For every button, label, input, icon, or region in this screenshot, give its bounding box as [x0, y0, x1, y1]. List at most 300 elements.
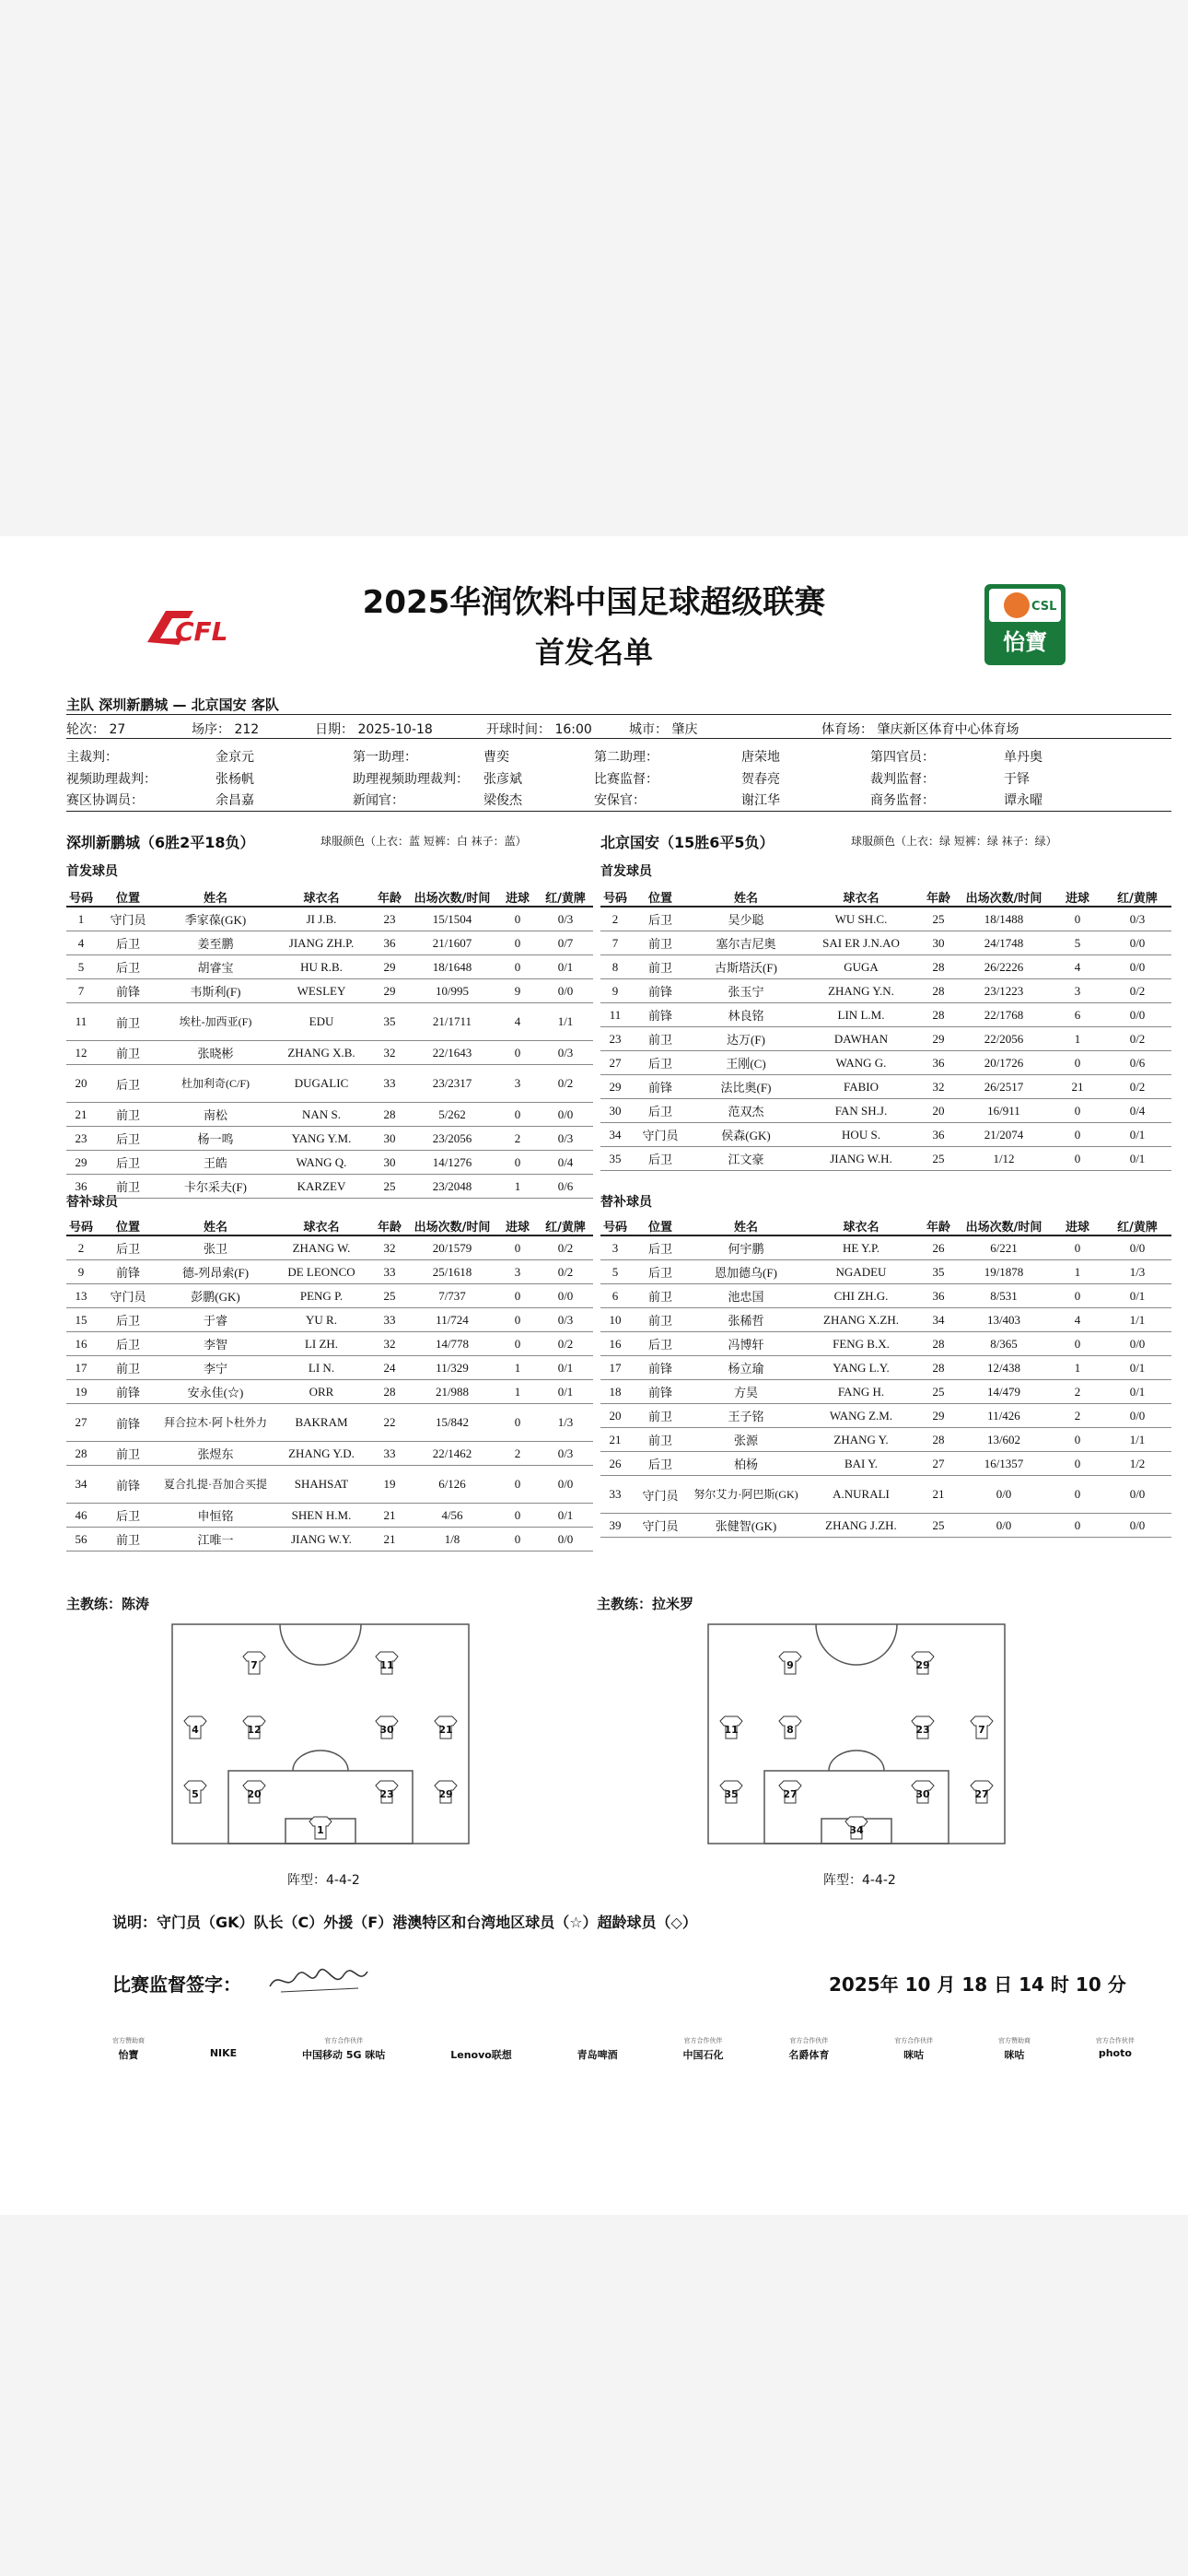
player-row	[66, 1175, 593, 1199]
away-formation-pitch	[707, 1623, 1006, 1844]
stadium: 体育场： 肇庆新区体育中心体育场	[821, 722, 1019, 737]
player-cell: 0/2	[1103, 1027, 1171, 1051]
player-row	[66, 1103, 593, 1127]
shirt-number: 4	[192, 1724, 199, 1736]
shirt-number: 27	[974, 1788, 989, 1800]
player-cell: BAKRAM	[271, 1404, 372, 1442]
player-cell: 5	[600, 1260, 630, 1284]
player-shirt	[243, 1652, 265, 1674]
player-shirt	[779, 1652, 801, 1674]
player-shirt	[779, 1781, 801, 1803]
official-name: 贺春亮	[741, 772, 780, 787]
player-cell: 0/2	[538, 1235, 593, 1260]
sponsor-logo	[112, 2036, 145, 2073]
home-formation: 阵型：4-4-2	[287, 1873, 360, 1888]
player-row	[66, 1127, 593, 1151]
player-cell: 0	[1052, 1123, 1103, 1147]
column-header: 球衣名	[271, 1216, 372, 1235]
player-cell: 23/2056	[407, 1127, 497, 1151]
player-cell: 法比奥(F)	[691, 1075, 801, 1099]
player-cell: 0/6	[538, 1175, 593, 1199]
sponsor-name: 中国移动 5G 咪咕	[302, 2049, 386, 2061]
player-cell: 何宇鹏	[691, 1235, 801, 1260]
player-cell: 2	[66, 1235, 96, 1260]
sponsor-logo	[450, 2036, 512, 2073]
sponsor-logo	[302, 2036, 385, 2073]
player-cell: 守门员	[96, 1284, 160, 1308]
player-cell: FABIO	[801, 1075, 921, 1099]
divider	[66, 738, 1171, 739]
column-header: 红/黄牌	[538, 1216, 593, 1235]
sponsor-logo	[683, 2036, 724, 2073]
player-row	[600, 1235, 1171, 1260]
official-name: 金京元	[215, 750, 254, 765]
player-cell: 前卫	[96, 1103, 160, 1127]
player-cell: 前卫	[630, 955, 691, 979]
player-row	[66, 1003, 593, 1041]
player-cell: 0	[497, 1404, 538, 1442]
player-row	[66, 1235, 593, 1260]
player-cell: JIANG W.H.	[801, 1147, 921, 1171]
player-cell: 后卫	[630, 1260, 691, 1284]
sponsor-name: 中国石化	[682, 2049, 724, 2061]
player-row	[600, 1260, 1171, 1284]
player-cell: 0	[497, 1151, 538, 1175]
player-cell: JIANG ZH.P.	[271, 931, 372, 955]
player-cell: 0	[497, 1284, 538, 1308]
player-cell: WESLEY	[271, 979, 372, 1003]
player-cell: 后卫	[96, 955, 160, 979]
official-label: 主裁判：	[66, 750, 118, 765]
player-cell: 32	[372, 1235, 407, 1260]
player-cell: 前卫	[630, 931, 691, 955]
player-cell: 前锋	[96, 1404, 160, 1442]
player-cell: 9	[600, 979, 630, 1003]
player-cell: KARZEV	[271, 1175, 372, 1199]
player-cell: 0/0	[1103, 1514, 1171, 1538]
sponsor-name: 怡寶	[118, 2049, 139, 2061]
player-cell: ORR	[271, 1380, 372, 1404]
player-cell: 36	[921, 1284, 956, 1308]
player-cell: 范双杰	[691, 1099, 801, 1123]
player-row	[66, 1404, 593, 1442]
player-cell: 于睿	[160, 1308, 271, 1332]
player-shirt	[971, 1716, 993, 1739]
player-cell: 21	[1052, 1075, 1103, 1099]
player-cell: 25	[372, 1284, 407, 1308]
player-cell: 0	[1052, 1051, 1103, 1075]
player-cell: 0	[1052, 1476, 1103, 1514]
player-cell: 34	[921, 1308, 956, 1332]
coach-label: 主教练：	[66, 1596, 122, 1612]
shirt-number: 30	[915, 1788, 930, 1800]
official-label: 视频助理裁判：	[66, 772, 157, 787]
player-cell: 8/365	[956, 1332, 1052, 1356]
player-cell: ZHANG J.ZH.	[801, 1514, 921, 1538]
official-label: 安保官：	[594, 793, 646, 808]
player-cell: DAWHAN	[801, 1027, 921, 1051]
divider	[66, 811, 1171, 812]
official-label: 第二助理：	[594, 750, 658, 765]
player-cell: 后卫	[96, 1504, 160, 1528]
player-cell: 14/479	[956, 1380, 1052, 1404]
player-cell: 0	[497, 1332, 538, 1356]
sponsor-caption: 官方合作伙伴	[894, 2037, 934, 2044]
player-row	[66, 1356, 593, 1380]
player-cell: 0/3	[538, 907, 593, 931]
player-cell: 21/1711	[407, 1003, 497, 1041]
player-cell: 4	[66, 931, 96, 955]
player-cell: 13	[66, 1284, 96, 1308]
sponsor-name: 青岛啤酒	[577, 2049, 618, 2061]
player-cell: 0	[497, 1103, 538, 1127]
shirt-number: 34	[849, 1824, 864, 1836]
player-cell: 27	[600, 1051, 630, 1075]
player-cell: 前锋	[96, 1466, 160, 1504]
player-cell: 33	[600, 1476, 630, 1514]
player-row	[66, 1442, 593, 1466]
player-row	[600, 931, 1171, 955]
player-cell: 16	[600, 1332, 630, 1356]
player-cell: 0/1	[1103, 1356, 1171, 1380]
player-cell: 19	[372, 1466, 407, 1504]
player-row	[600, 1452, 1171, 1476]
date: 日期： 2025-10-18	[315, 722, 433, 737]
player-cell: 0/0	[538, 1103, 593, 1127]
player-cell: 28	[921, 1332, 956, 1356]
sponsor-name: photo	[1098, 2047, 1132, 2059]
shirt-number: 7	[978, 1724, 985, 1736]
player-cell: 李智	[160, 1332, 271, 1356]
player-cell: 21	[921, 1476, 956, 1514]
player-cell: 1	[497, 1380, 538, 1404]
player-cell: 前卫	[96, 1041, 160, 1065]
player-cell: DUGALIC	[271, 1065, 372, 1103]
player-cell: 22/1768	[956, 1003, 1052, 1027]
player-cell: 23/1223	[956, 979, 1052, 1003]
player-cell: 18/1648	[407, 955, 497, 979]
player-cell: 张卫	[160, 1235, 271, 1260]
penalty-arc	[293, 1751, 348, 1771]
player-cell: 季家葆(GK)	[160, 907, 271, 931]
player-cell: 25/1618	[407, 1260, 497, 1284]
player-cell: YANG L.Y.	[801, 1356, 921, 1380]
shirt-number: 29	[438, 1788, 453, 1800]
player-row	[600, 1027, 1171, 1051]
player-row	[600, 1147, 1171, 1171]
player-row	[66, 1151, 593, 1175]
shirt-number: 27	[783, 1788, 798, 1800]
csl-logo-main: 怡寶	[1003, 629, 1047, 655]
player-shirt	[376, 1781, 398, 1803]
player-cell: 0/3	[1103, 907, 1171, 931]
player-cell: 33	[372, 1260, 407, 1284]
player-cell: 0/0	[538, 979, 593, 1003]
player-cell: 0/0	[1103, 1003, 1171, 1027]
away-formation: 阵型：4-4-2	[823, 1873, 896, 1888]
player-cell: 25	[921, 907, 956, 931]
pitch-outline	[708, 1624, 1005, 1844]
player-cell: 埃杜-加西亚(F)	[160, 1003, 271, 1041]
player-cell: 1	[1052, 1260, 1103, 1284]
column-header: 出场次数/时间	[407, 1216, 497, 1235]
player-cell: 0/3	[538, 1308, 593, 1332]
player-shirt	[720, 1781, 742, 1803]
player-cell: 5/262	[407, 1103, 497, 1127]
legend: 说明：守门员（GK）队长（C）外援（F）港澳特区和台湾地区球员（☆）超龄球员（◇）	[112, 1914, 697, 1931]
away-starters-table	[600, 887, 1171, 1171]
player-cell: 8/531	[956, 1284, 1052, 1308]
player-cell: 拜合拉木·阿卜杜外力	[160, 1404, 271, 1442]
official-name: 张彦斌	[483, 772, 522, 787]
sponsor-caption: 官方合作伙伴	[683, 2037, 723, 2044]
player-cell: 前锋	[630, 1380, 691, 1404]
table-header-row	[66, 1216, 593, 1235]
column-header: 年龄	[921, 1216, 956, 1235]
player-shirt	[912, 1781, 934, 1803]
player-cell: 塞尔吉尼奥	[691, 931, 801, 955]
player-shirt	[912, 1716, 934, 1739]
player-cell: 0/6	[1103, 1051, 1171, 1075]
player-cell: 胡睿宝	[160, 955, 271, 979]
city: 城市： 肇庆	[629, 722, 698, 737]
player-cell: 前锋	[630, 979, 691, 1003]
column-header: 号码	[600, 1216, 630, 1235]
player-cell: 0	[1052, 1452, 1103, 1476]
kickoff: 开球时间： 16:00	[486, 722, 592, 737]
player-shirt	[184, 1781, 206, 1803]
player-cell: 侯森(GK)	[691, 1123, 801, 1147]
player-cell: 25	[921, 1147, 956, 1171]
player-cell: 35	[921, 1260, 956, 1284]
player-shirt	[845, 1817, 868, 1839]
player-cell: 22	[372, 1404, 407, 1442]
player-cell: 56	[66, 1528, 96, 1551]
player-cell: 12	[66, 1041, 96, 1065]
player-row	[600, 1514, 1171, 1538]
home-formation-pitch	[171, 1623, 470, 1844]
player-cell: 后卫	[96, 1151, 160, 1175]
sponsor-caption: 官方赞助商	[998, 2037, 1031, 2044]
table-header-row	[600, 1216, 1171, 1235]
player-cell: 27	[66, 1404, 96, 1442]
center-circle	[816, 1624, 897, 1665]
player-cell: 0	[1052, 907, 1103, 931]
player-cell: 1/1	[1103, 1428, 1171, 1452]
sponsor-logo	[788, 2036, 829, 2073]
player-row	[66, 1260, 593, 1284]
player-cell: 0/4	[1103, 1099, 1171, 1123]
home-subs-label: 替补球员	[66, 1195, 118, 1210]
player-cell: 努尔艾力·阿巴斯(GK)	[691, 1476, 801, 1514]
cfl-logo-text: CFL	[175, 616, 228, 647]
player-row	[66, 1332, 593, 1356]
column-header: 号码	[600, 887, 630, 907]
player-cell: SAI ER J.N.AO	[801, 931, 921, 955]
player-cell: 32	[372, 1041, 407, 1065]
player-row	[66, 1528, 593, 1551]
player-cell: 30	[372, 1151, 407, 1175]
player-cell: 0/1	[538, 1356, 593, 1380]
official-name: 谢江华	[741, 793, 780, 808]
player-shirt	[309, 1817, 332, 1839]
player-cell: 28	[372, 1380, 407, 1404]
match-no: 场序： 212	[192, 722, 260, 737]
player-cell: 25	[921, 1514, 956, 1538]
player-row	[66, 1284, 593, 1308]
player-cell: JI J.B.	[271, 907, 372, 931]
column-header: 红/黄牌	[1103, 887, 1171, 907]
official-name: 张杨帆	[215, 772, 254, 787]
player-cell: 后卫	[630, 1332, 691, 1356]
player-row	[600, 1332, 1171, 1356]
player-row	[600, 1075, 1171, 1099]
player-cell: CHI ZH.G.	[801, 1284, 921, 1308]
player-cell: 李宁	[160, 1356, 271, 1380]
player-shirt	[971, 1781, 993, 1803]
home-coach-name: 陈涛	[122, 1596, 150, 1612]
player-cell: 2	[497, 1442, 538, 1466]
player-cell: 11/426	[956, 1404, 1052, 1428]
player-cell: 前锋	[630, 1356, 691, 1380]
column-header: 出场次数/时间	[407, 887, 497, 907]
shirt-number: 20	[247, 1788, 262, 1800]
player-cell: 1	[497, 1175, 538, 1199]
column-header: 号码	[66, 1216, 96, 1235]
player-cell: 守门员	[630, 1514, 691, 1538]
player-cell: 柏杨	[691, 1452, 801, 1476]
player-cell: 池忠国	[691, 1284, 801, 1308]
shirt-number: 9	[786, 1659, 794, 1671]
player-row	[600, 1123, 1171, 1147]
shirt-number: 1	[317, 1824, 324, 1836]
column-header: 位置	[96, 1216, 160, 1235]
player-cell: 1	[1052, 1356, 1103, 1380]
supervisor-signature-label: 比赛监督签字：	[112, 1973, 241, 1996]
away-team-record: 北京国安（15胜6平5负）	[600, 834, 775, 851]
player-cell: 前锋	[96, 1380, 160, 1404]
player-cell: 前卫	[96, 1356, 160, 1380]
player-shirt	[435, 1716, 457, 1739]
shirt-number: 35	[724, 1788, 739, 1800]
player-cell: 后卫	[630, 1051, 691, 1075]
player-row	[66, 907, 593, 931]
player-cell: LIN L.M.	[801, 1003, 921, 1027]
player-cell: 前卫	[630, 1308, 691, 1332]
player-row	[600, 1284, 1171, 1308]
player-cell: 0	[1052, 1099, 1103, 1123]
player-cell: 11	[600, 1003, 630, 1027]
player-cell: 3	[497, 1065, 538, 1103]
league-title: 2025华润饮料中国足球超级联赛	[362, 584, 826, 621]
away-starters-label: 首发球员	[600, 864, 652, 879]
player-shirt	[184, 1716, 206, 1739]
player-cell: 前锋	[630, 1075, 691, 1099]
player-row	[600, 1428, 1171, 1452]
player-cell: 21/988	[407, 1380, 497, 1404]
player-cell: DE LEONCO	[271, 1260, 372, 1284]
player-cell: 0	[497, 1466, 538, 1504]
player-cell: 28	[921, 1428, 956, 1452]
player-row	[600, 979, 1171, 1003]
player-cell: ZHANG X.B.	[271, 1041, 372, 1065]
player-cell: 守门员	[630, 1476, 691, 1514]
player-cell: 15	[66, 1308, 96, 1332]
away-coach	[597, 1594, 693, 1613]
player-shirt	[376, 1716, 398, 1739]
sponsor-name: 咪咕	[1004, 2049, 1025, 2061]
csl-logo-top: CSL	[1031, 600, 1057, 614]
player-cell: 0	[497, 1504, 538, 1528]
player-cell: 19	[66, 1380, 96, 1404]
player-cell: 16/911	[956, 1099, 1052, 1123]
player-cell: 0/0	[1103, 1235, 1171, 1260]
player-cell: 12/438	[956, 1356, 1052, 1380]
player-cell: 7	[600, 931, 630, 955]
column-header: 球衣名	[801, 1216, 921, 1235]
round: 轮次： 27	[66, 722, 126, 737]
player-cell: 3	[1052, 979, 1103, 1003]
player-cell: 0	[497, 1308, 538, 1332]
player-cell: 0/0	[1103, 955, 1171, 979]
player-cell: ZHANG X.ZH.	[801, 1308, 921, 1332]
player-cell: 20	[921, 1099, 956, 1123]
player-cell: 后卫	[96, 1127, 160, 1151]
player-shirt	[720, 1716, 742, 1739]
column-header: 球衣名	[271, 887, 372, 907]
player-cell: 1/3	[1103, 1260, 1171, 1284]
player-cell: 0	[497, 955, 538, 979]
shirt-number: 12	[247, 1724, 262, 1736]
player-cell: 28	[921, 979, 956, 1003]
player-cell: 2	[1052, 1404, 1103, 1428]
player-cell: 前卫	[630, 1284, 691, 1308]
sponsor-name: NIKE	[209, 2047, 238, 2059]
sponsor-logo	[210, 2036, 237, 2073]
signature-datetime: 2025年 10 月 18 日 14 时 10 分	[829, 1973, 1126, 1996]
away-subs-table	[600, 1216, 1171, 1538]
shirt-number: 8	[786, 1724, 794, 1736]
player-cell: 28	[66, 1442, 96, 1466]
player-cell: 21	[372, 1528, 407, 1551]
sponsor-name: 名爵体育	[788, 2049, 830, 2061]
player-cell: WANG G.	[801, 1051, 921, 1075]
player-cell: FAN SH.J.	[801, 1099, 921, 1123]
player-cell: 22/2056	[956, 1027, 1052, 1051]
player-shirt	[779, 1716, 801, 1739]
player-cell: 2	[497, 1127, 538, 1151]
player-cell: 32	[372, 1332, 407, 1356]
player-cell: 前卫	[96, 1442, 160, 1466]
player-shirt	[243, 1781, 265, 1803]
home-coach	[66, 1594, 149, 1613]
player-cell: 江文豪	[691, 1147, 801, 1171]
player-row	[66, 931, 593, 955]
player-row	[66, 1308, 593, 1332]
player-cell: JIANG W.Y.	[271, 1528, 372, 1551]
center-circle	[280, 1624, 361, 1665]
player-cell: 申恒铭	[160, 1504, 271, 1528]
player-cell: 23	[66, 1127, 96, 1151]
home-starters-label: 首发球员	[66, 864, 118, 879]
player-cell: 后卫	[96, 1235, 160, 1260]
player-cell: 张玉宁	[691, 979, 801, 1003]
player-row	[600, 1308, 1171, 1332]
player-cell: 3	[497, 1260, 538, 1284]
player-cell: 28	[921, 1003, 956, 1027]
player-cell: NGADEU	[801, 1260, 921, 1284]
player-cell: 0/1	[538, 1504, 593, 1528]
